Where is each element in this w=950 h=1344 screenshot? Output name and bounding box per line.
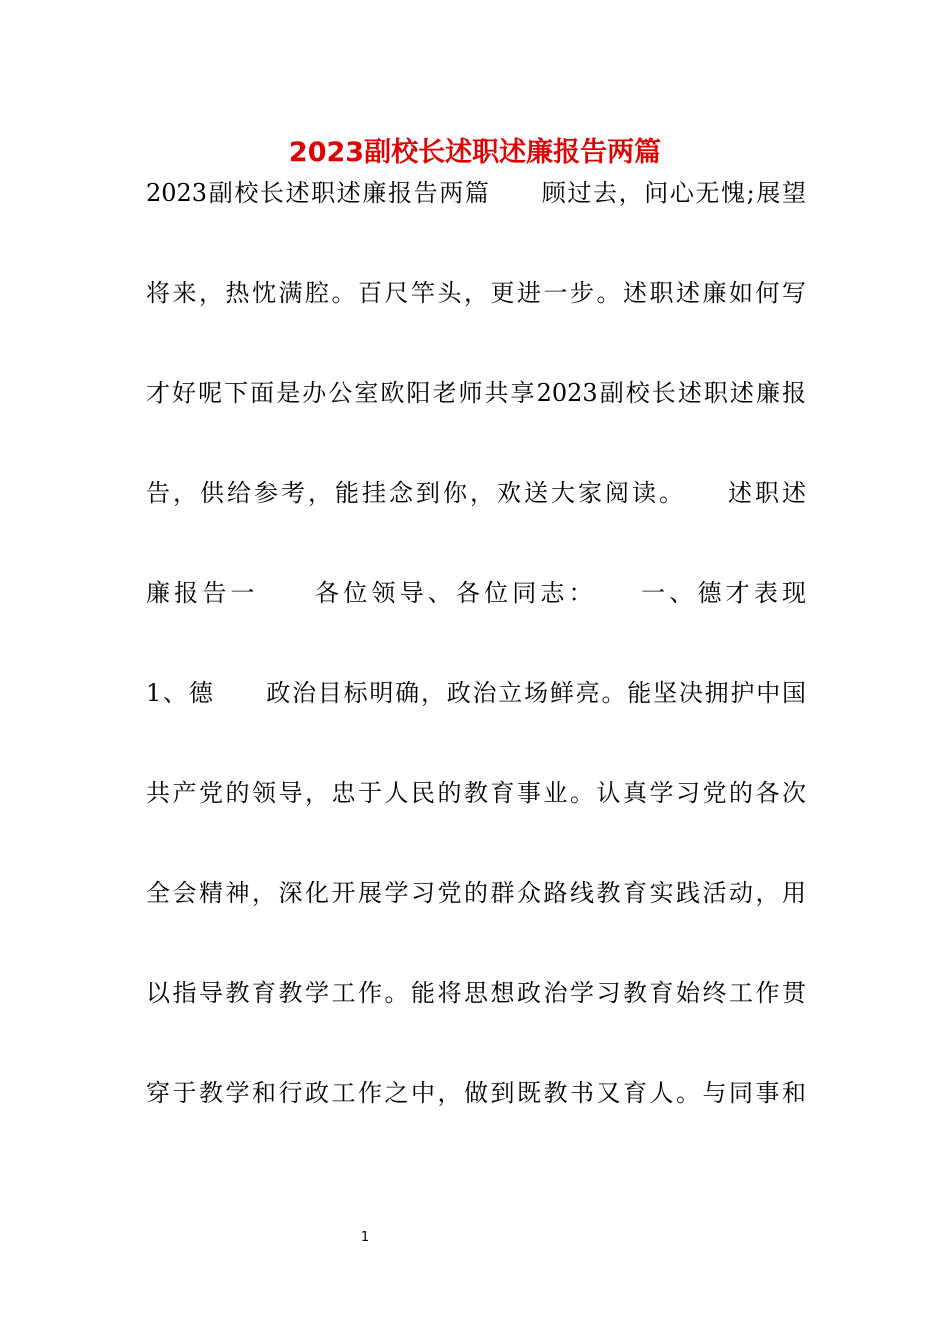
- body-line-1: 2023副校长述职述廉报告两篇 顾过去，问心无愧;展望: [146, 179, 806, 207]
- page-title: 2023副校长述职述廉报告两篇: [288, 137, 662, 168]
- body-line-7: 共产党的领导，忠于人民的教育事业。认真学习党的各次: [146, 779, 806, 807]
- body-line-9: 以指导教育教学工作。能将思想政治学习教育始终工作贯: [146, 979, 806, 1007]
- body-line-10: 穿于教学和行政工作之中，做到既教书又育人。与同事和: [146, 1079, 806, 1107]
- body-line-5: 廉报告一 各位领导、各位同志： 一、德才表现: [146, 579, 806, 607]
- body-line-8: 全会精神，深化开展学习党的群众路线教育实践活动，用: [146, 879, 806, 907]
- body-line-3: 才好呢下面是办公室欧阳老师共享2023副校长述职述廉报: [146, 379, 806, 407]
- body-line-2: 将来，热忱满腔。百尺竿头，更进一步。述职述廉如何写: [146, 279, 806, 307]
- body-line-4: 告，供给参考，能挂念到你，欢送大家阅读。 述职述: [146, 479, 806, 507]
- body-line-6: 1、德 政治目标明确，政治立场鲜亮。能坚决拥护中国: [146, 679, 806, 707]
- page-number: 1: [360, 1230, 370, 1245]
